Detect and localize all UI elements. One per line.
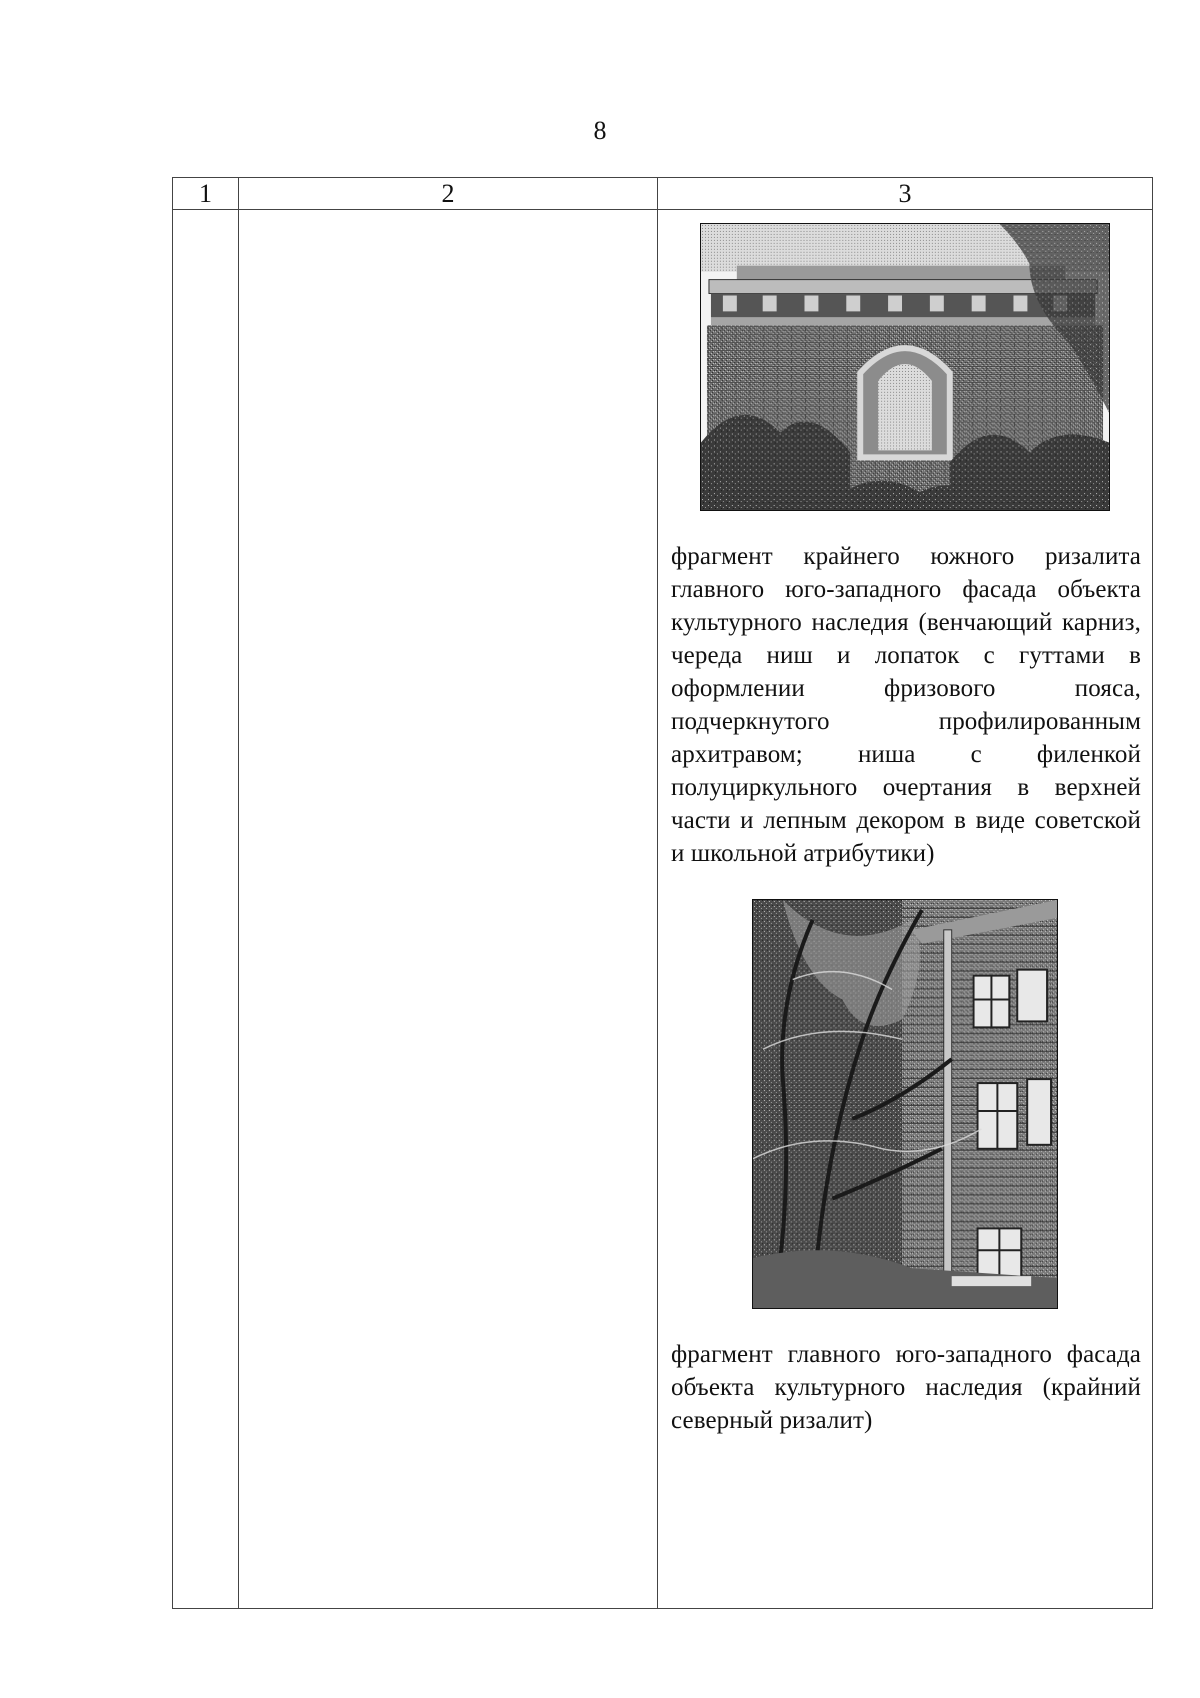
cell-col2: [239, 210, 658, 1609]
cell-col3: [658, 210, 1153, 1609]
column-header-3: 3: [658, 178, 1153, 210]
heritage-table: [172, 177, 1153, 1609]
photo-block-2: [669, 899, 1141, 1309]
column-header-1: 1: [173, 178, 239, 210]
table-header-row: [173, 178, 1153, 210]
cell-col1: [173, 210, 239, 1609]
column-header-2: 2: [239, 178, 658, 210]
page-number: 8: [593, 116, 607, 145]
facade-north-risalit-photo: [752, 899, 1058, 1309]
photo-caption-1: фрагмент крайнего южного ризалита главного юго-западного фасада объекта культурного наследия (венчающий карниз, череда ниш и лопаток с гуттами в оформлении фризового пояса, подчеркнутого профилированным архитравом; ниша с филенкой полуциркульного очертания в верхней части и лепным декором в виде советской и школьной атрибутики): [671, 543, 1141, 867]
photo-block-1: [669, 223, 1141, 511]
facade-cornice-photo: [700, 223, 1110, 511]
photo-caption-2: фрагмент главного юго-западного фасада объекта культурного наследия (крайний северный ризалит): [671, 1341, 1141, 1434]
table-row: [173, 210, 1153, 1609]
